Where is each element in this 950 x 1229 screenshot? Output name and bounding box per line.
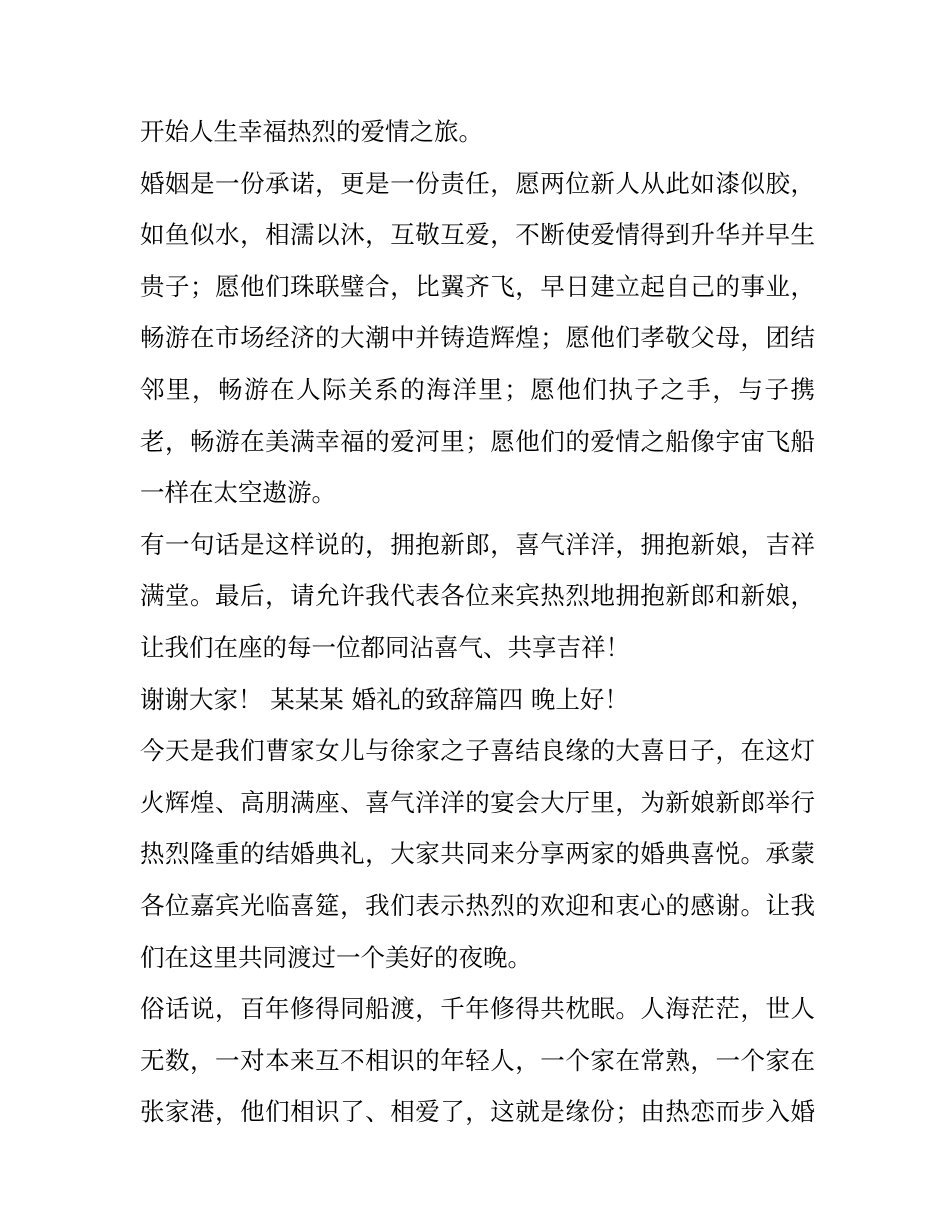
text-line: 各位嘉宾光临喜筵，我们表示热烈的欢迎和衷心的感谢。让我	[140, 890, 815, 920]
text-line: 开始人生幸福热烈的爱情之旅。	[140, 117, 483, 146]
text-line: 热烈隆重的结婚典礼，大家共同来分享两家的婚典喜悦。承蒙	[140, 839, 815, 869]
text-line: 贵子；愿他们珠联璧合，比翼齐飞，早日建立起自己的事业，	[140, 271, 815, 301]
text-line: 满堂。最后，请允许我代表各位来宾热烈地拥抱新郎和新娘，	[140, 581, 815, 611]
text-line: 今天是我们曹家女儿与徐家之子喜结良缘的大喜日子，在这灯	[140, 736, 815, 766]
text-line: 畅游在市场经济的大潮中并铸造辉煌；愿他们孝敬父母，团结	[140, 323, 815, 353]
text-line: 婚姻是一份承诺，更是一份责任，愿两位新人从此如漆似胶，	[140, 168, 815, 198]
text-line: 火辉煌、高朋满座、喜气洋洋的宴会大厅里，为新娘新郎举行	[140, 787, 815, 817]
text-line: 如鱼似水，相濡以沐，互敬互爱，不断使爱情得到升华并早生	[140, 220, 815, 250]
text-line: 张家港，他们相识了、相爱了，这就是缘份；由热恋而步入婚	[140, 1097, 815, 1127]
text-line: 一样在太空遨游。	[140, 478, 336, 508]
text-line: 们在这里共同渡过一个美好的夜晚。	[140, 942, 532, 972]
text-line: 让我们在座的每一位都同沾喜气、共享吉祥！	[140, 632, 630, 662]
document-body	[140, 106, 815, 1138]
text-line: 有一句话是这样说的，拥抱新郎，喜气洋洋，拥抱新娘，吉祥	[140, 529, 815, 559]
text-line: 俗话说，百年修得同船渡，千年修得共枕眠。人海茫茫，世人	[140, 994, 815, 1024]
text-line: 谢谢大家！ 某某某 婚礼的致辞篇四 晚上好！	[140, 684, 629, 714]
text-line: 无数，一对本来互不相识的年轻人，一个家在常熟，一个家在	[140, 1045, 815, 1075]
text-line: 老，畅游在美满幸福的爱河里；愿他们的爱情之船像宇宙飞船	[140, 426, 815, 456]
text-line: 邻里，畅游在人际关系的海洋里；愿他们执子之手，与子携	[140, 374, 815, 404]
